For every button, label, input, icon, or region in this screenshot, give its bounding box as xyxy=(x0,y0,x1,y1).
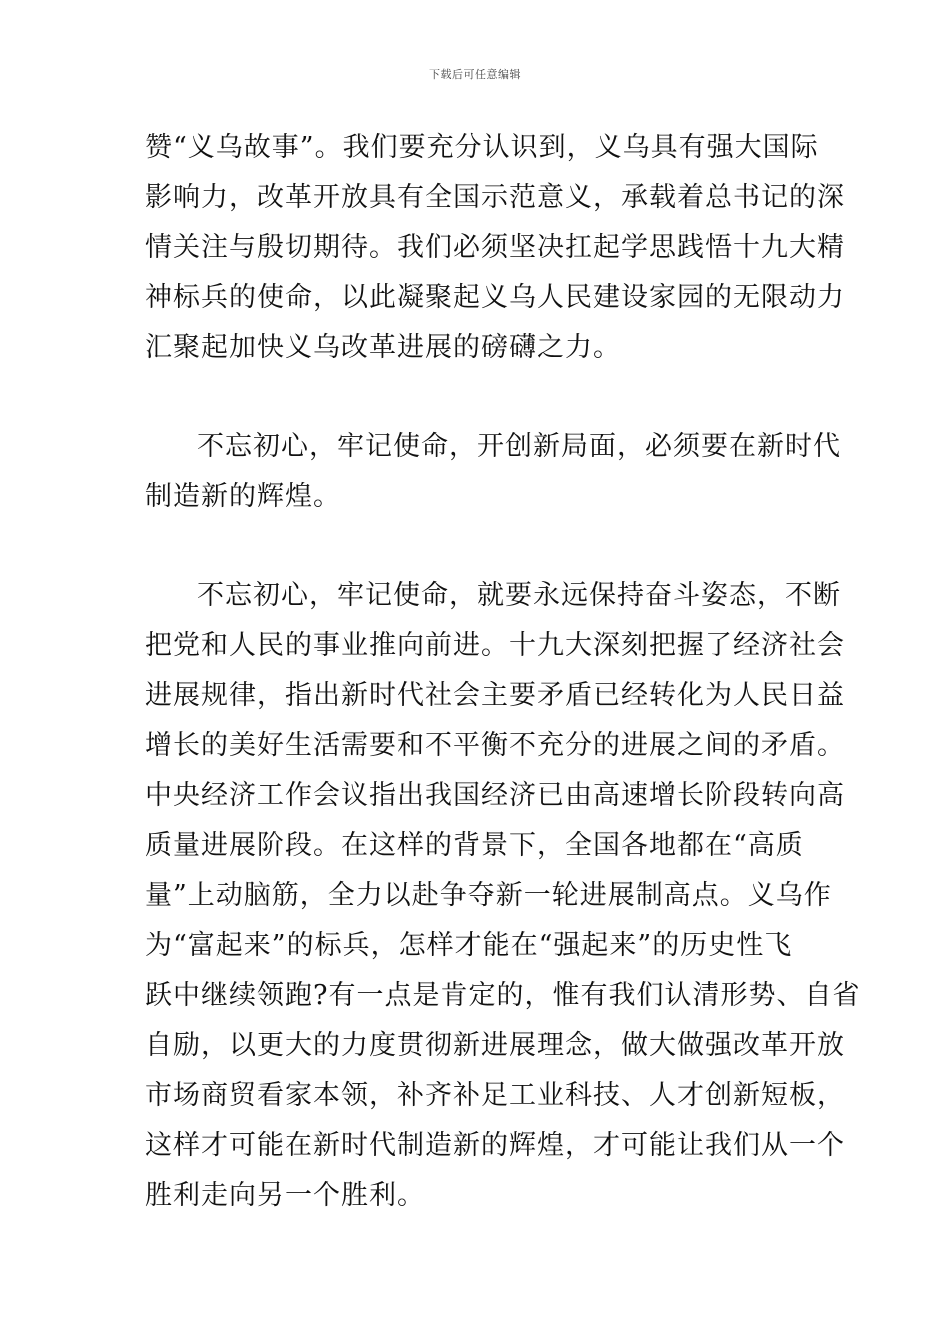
text-line: 质量进展阶段。在这样的背景下，全国各地都在“高质 xyxy=(145,830,804,861)
header-note: 下载后可任意编辑 xyxy=(429,68,521,81)
paragraph xyxy=(145,422,841,522)
text-line: 跃中继续领跑?有一点是肯定的，惟有我们认清形势、自省 xyxy=(145,980,861,1011)
text-line: 量”上动脑筋，全力以赴争夺新一轮进展制高点。义乌作 xyxy=(145,880,832,911)
text-line: 影响力，改革开放具有全国示范意义，承载着总书记的深 xyxy=(145,182,845,213)
paragraph xyxy=(145,571,861,1221)
document-body xyxy=(145,123,861,1221)
text-line: 进展规律，指出新时代社会主要矛盾已经转化为人民日益 xyxy=(145,680,845,711)
text-line: 情关注与殷切期待。我们必须坚决扛起学思践悟十九大精 xyxy=(145,232,845,263)
text-line: 这样才可能在新时代制造新的辉煌，才可能让我们从一个 xyxy=(145,1130,845,1161)
paragraph-gap xyxy=(145,373,811,422)
text-line: 制造新的辉煌。 xyxy=(145,481,341,512)
paragraph-gap xyxy=(145,522,811,571)
text-line: 不忘初心，牢记使命，就要永远保持奋斗姿态，不断 xyxy=(197,580,841,611)
text-line: 自励，以更大的力度贯彻新进展理念，做大做强改革开放 xyxy=(145,1030,845,1061)
text-line: 汇聚起加快义乌改革进展的磅礴之力。 xyxy=(145,332,621,363)
text-line: 胜利走向另一个胜利。 xyxy=(145,1180,425,1211)
text-line: 神标兵的使命，以此凝聚起义乌人民建设家园的无限动力 xyxy=(145,282,845,313)
text-line: 增长的美好生活需要和不平衡不充分的进展之间的矛盾。 xyxy=(145,730,845,761)
text-line: 市场商贸看家本领，补齐补足工业科技、人才创新短板， xyxy=(145,1080,845,1111)
text-line: 为“富起来”的标兵，怎样才能在“强起来”的历史性飞 xyxy=(145,930,793,961)
text-line: 中央经济工作会议指出我国经济已由高速增长阶段转向高 xyxy=(145,780,845,811)
paragraph xyxy=(145,123,845,373)
text-line: 赞“义乌故事”。我们要充分认识到，义乌具有强大国际 xyxy=(145,132,819,163)
text-line: 不忘初心，牢记使命，开创新局面，必须要在新时代 xyxy=(197,431,841,462)
text-line: 把党和人民的事业推向前进。十九大深刻把握了经济社会 xyxy=(145,630,845,661)
